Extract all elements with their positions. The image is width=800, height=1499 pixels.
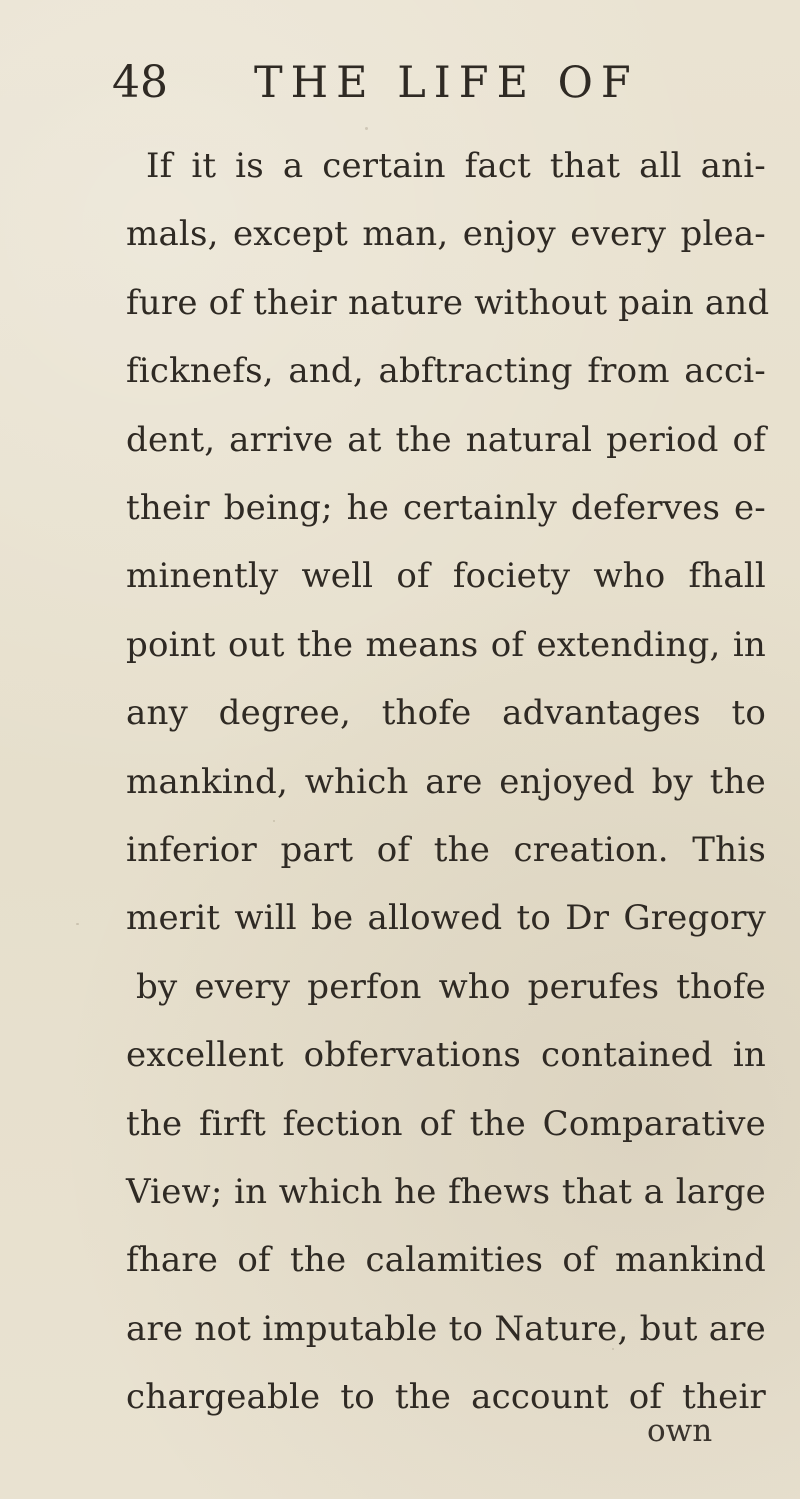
page-number: 48 (112, 57, 168, 108)
text-line: by every perfon who perufes thofe (136, 967, 766, 1007)
text-line: minently well of fociety who fhall (126, 556, 766, 596)
text-line: the firft fection of the Comparative (126, 1104, 766, 1144)
text-line: point out the means of extending, in (126, 625, 766, 665)
paper-speck (76, 923, 79, 925)
text-line: If it is a certain fact that all ani- (146, 146, 766, 186)
catchword: own (647, 1413, 713, 1449)
paper-speck (365, 127, 368, 130)
text-line: dent, arrive at the natural period of (126, 420, 766, 460)
text-line: excellent obfervations contained in (126, 1035, 766, 1075)
text-line: mankind, which are enjoyed by the (126, 762, 766, 802)
text-line: are not imputable to Nature, but are (126, 1309, 766, 1349)
text-line: View; in which he fhews that a large (126, 1172, 766, 1212)
text-line: ficknefs, and, abftracting from acci- (126, 351, 766, 391)
text-line: inferior part of the creation. This (126, 830, 766, 870)
text-line: their being; he certainly deferves e- (126, 488, 766, 528)
running-title: THE LIFE OF (254, 58, 639, 108)
text-line: chargeable to the account of their (126, 1377, 766, 1417)
text-line: mals, except man, enjoy every plea- (126, 214, 766, 254)
text-line: any degree, thofe advantages to (126, 693, 766, 733)
text-line: merit will be allowed to Dr Gregory (126, 898, 766, 938)
text-line: fhare of the calamities of mankind (126, 1240, 766, 1280)
paper-speck (273, 820, 275, 822)
paper-speck (612, 1348, 614, 1350)
text-line: fure of their nature without pain and (126, 283, 770, 323)
running-head (112, 58, 712, 108)
